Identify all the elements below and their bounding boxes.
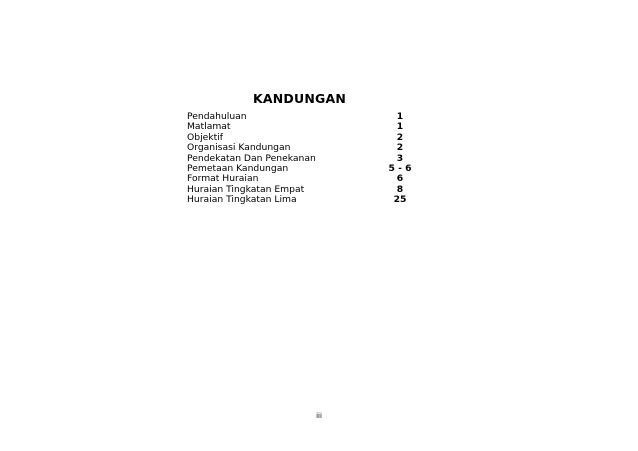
table-of-contents — [187, 112, 427, 206]
page-number-footer: iii — [316, 412, 322, 420]
toc-page-number: 2 — [396, 142, 404, 154]
toc-page-number: 25 — [393, 194, 407, 206]
toc-label: Matlamat — [187, 121, 231, 133]
toc-page-number: 1 — [396, 121, 404, 133]
toc-label: Pendahuluan — [187, 111, 247, 122]
toc-label: Objektif — [187, 131, 223, 143]
toc-page-number: 8 — [396, 183, 404, 195]
toc-page-number: 1 — [396, 111, 404, 122]
toc-label: Huraian Tingkatan Empat — [187, 183, 305, 195]
toc-row — [187, 143, 427, 153]
toc-label: Organisasi Kandungan — [187, 142, 291, 154]
toc-label: Pendekatan Dan Penekanan — [187, 152, 316, 164]
toc-label: Pemetaan Kandungan — [187, 162, 289, 174]
toc-page-number: 3 — [396, 152, 404, 164]
toc-label: Format Huraian — [187, 173, 259, 185]
toc-row — [187, 122, 427, 132]
toc-label: Huraian Tingkatan Lima — [187, 194, 297, 206]
toc-page-number: 2 — [396, 131, 404, 143]
toc-page-number: 5 - 6 — [388, 162, 412, 174]
toc-row — [187, 195, 427, 205]
page-title: KANDUNGAN — [252, 91, 346, 106]
toc-page-number: 6 — [396, 173, 404, 185]
